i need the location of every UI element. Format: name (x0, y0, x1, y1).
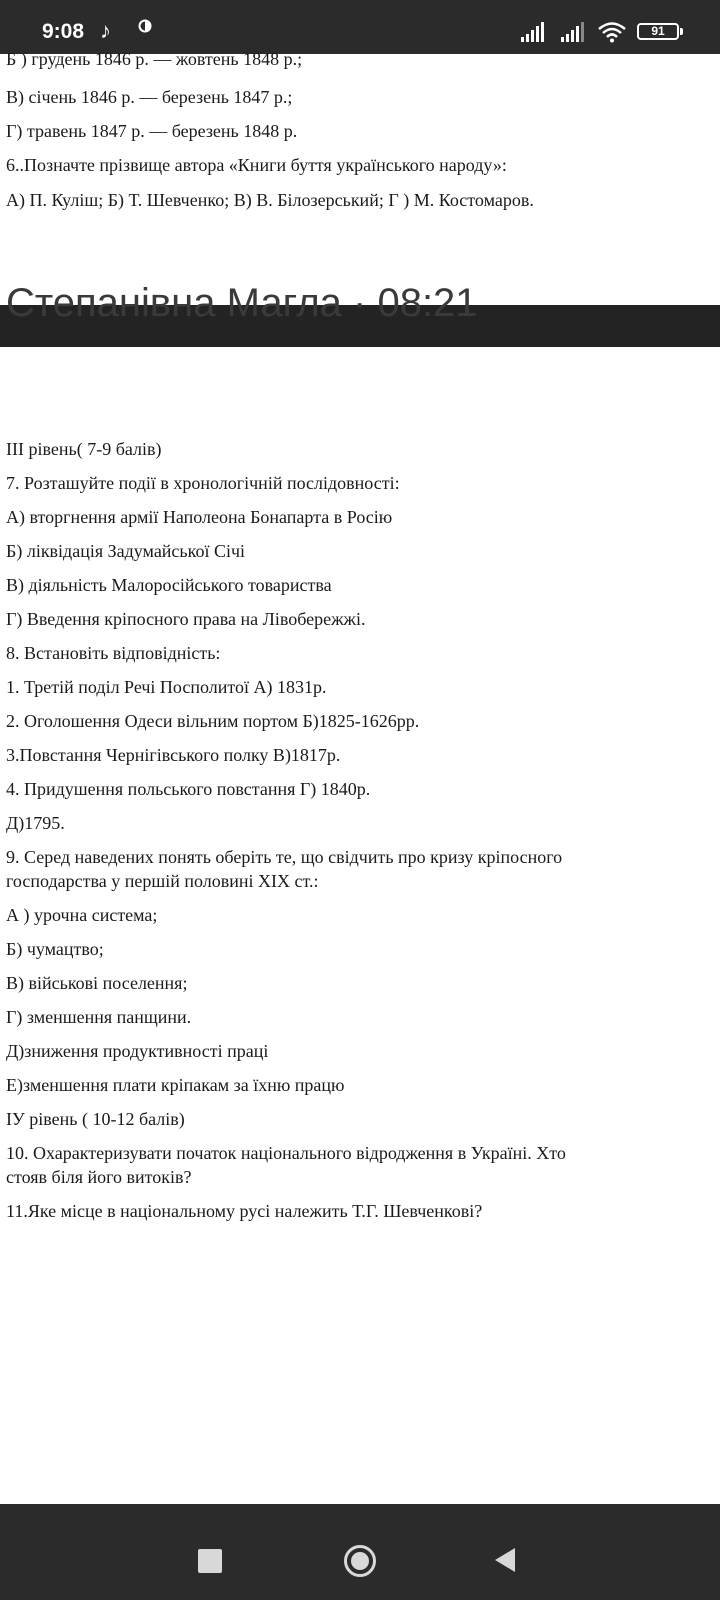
text-line: А) П. Куліш; Б) Т. Шевченко; В) В. Білозерський; Г ) М. Костомаров. (6, 190, 534, 210)
text-line: В) військові поселення; (6, 973, 188, 993)
question-10: 10. Охарактеризувати початок національного відродження в Україні. Хто (6, 1143, 566, 1163)
text-line: Г) травень 1847 р. — березень 1848 р. (6, 121, 298, 141)
half-circle-icon (138, 19, 152, 33)
text-line: Д)1795. (6, 813, 65, 833)
text-line: Е)зменшення плати кріпакам за їхню працю (6, 1075, 345, 1095)
text-line: Г) зменшення панщини. (6, 1007, 192, 1027)
status-time: 9:08 (42, 20, 85, 43)
level-heading: ІУ рівень ( 10-12 балів) (6, 1109, 185, 1129)
home-circle-icon[interactable] (343, 1544, 377, 1578)
question-7: 7. Розташуйте події в хронологічній послідовності: (6, 473, 400, 493)
signal-icon (521, 22, 549, 42)
text-line: 3.Повстання Чернігівського полку В)1817р. (6, 745, 341, 765)
navigation-bar (0, 1504, 720, 1600)
battery-icon: 91 (637, 23, 679, 40)
text-line: 1. Третій поділ Речі Посполитої А) 1831р. (6, 677, 327, 697)
question-11: 11.Яке місце в національному русі належить Т.Г. Шевченкові? (6, 1201, 483, 1221)
text-line: Д)зниження продуктивності праці (6, 1041, 269, 1061)
battery-tip (680, 28, 683, 35)
level-heading: ІІІ рівень( 7-9 балів) (6, 439, 162, 459)
text-line: Б) ліквідація Задумайської Січі (6, 541, 246, 561)
text-line: А) вторгнення армії Наполеона Бонапарта в Росію (6, 507, 393, 527)
text-line: 4. Придушення польського повстання Г) 1840р. (6, 779, 371, 799)
cut-off-text-line: Б ) грудень 1846 р. — жовтень 1848 р.; (6, 49, 303, 69)
text-line: В) діяльність Малоросійського товариства (6, 575, 332, 595)
back-triangle-icon[interactable] (493, 1547, 517, 1573)
question-8: 8. Встановіть відповідність: (6, 643, 221, 663)
recents-square-icon[interactable] (198, 1549, 222, 1573)
text-line: 2. Оголошення Одеси вільним портом Б)1825-1626рр. (6, 711, 420, 731)
text-line: Б) чумацтво; (6, 939, 104, 959)
overlay-band (0, 281, 720, 347)
text-line: А ) урочна система; (6, 905, 158, 925)
text-line: стояв біля його витоків? (6, 1167, 192, 1187)
cut-off-text-area (0, 40, 720, 72)
text-line: 6..Позначте прізвище автора «Книги буття українського народу»: (6, 155, 507, 175)
text-line: господарства у першій половині XIX ст.: (6, 871, 319, 891)
signal-icon (561, 22, 589, 42)
question-9: 9. Серед наведених понять оберіть те, що свідчить про кризу кріпосного (6, 847, 563, 867)
overlay-ghost-text: Степанівна Магла · 08:21 (6, 281, 478, 325)
text-line: В) січень 1846 р. — березень 1847 р.; (6, 87, 293, 107)
tiktok-icon: ♪ (100, 18, 111, 43)
text-line: Г) Введення кріпосного права на Лівобережжі. (6, 609, 366, 629)
